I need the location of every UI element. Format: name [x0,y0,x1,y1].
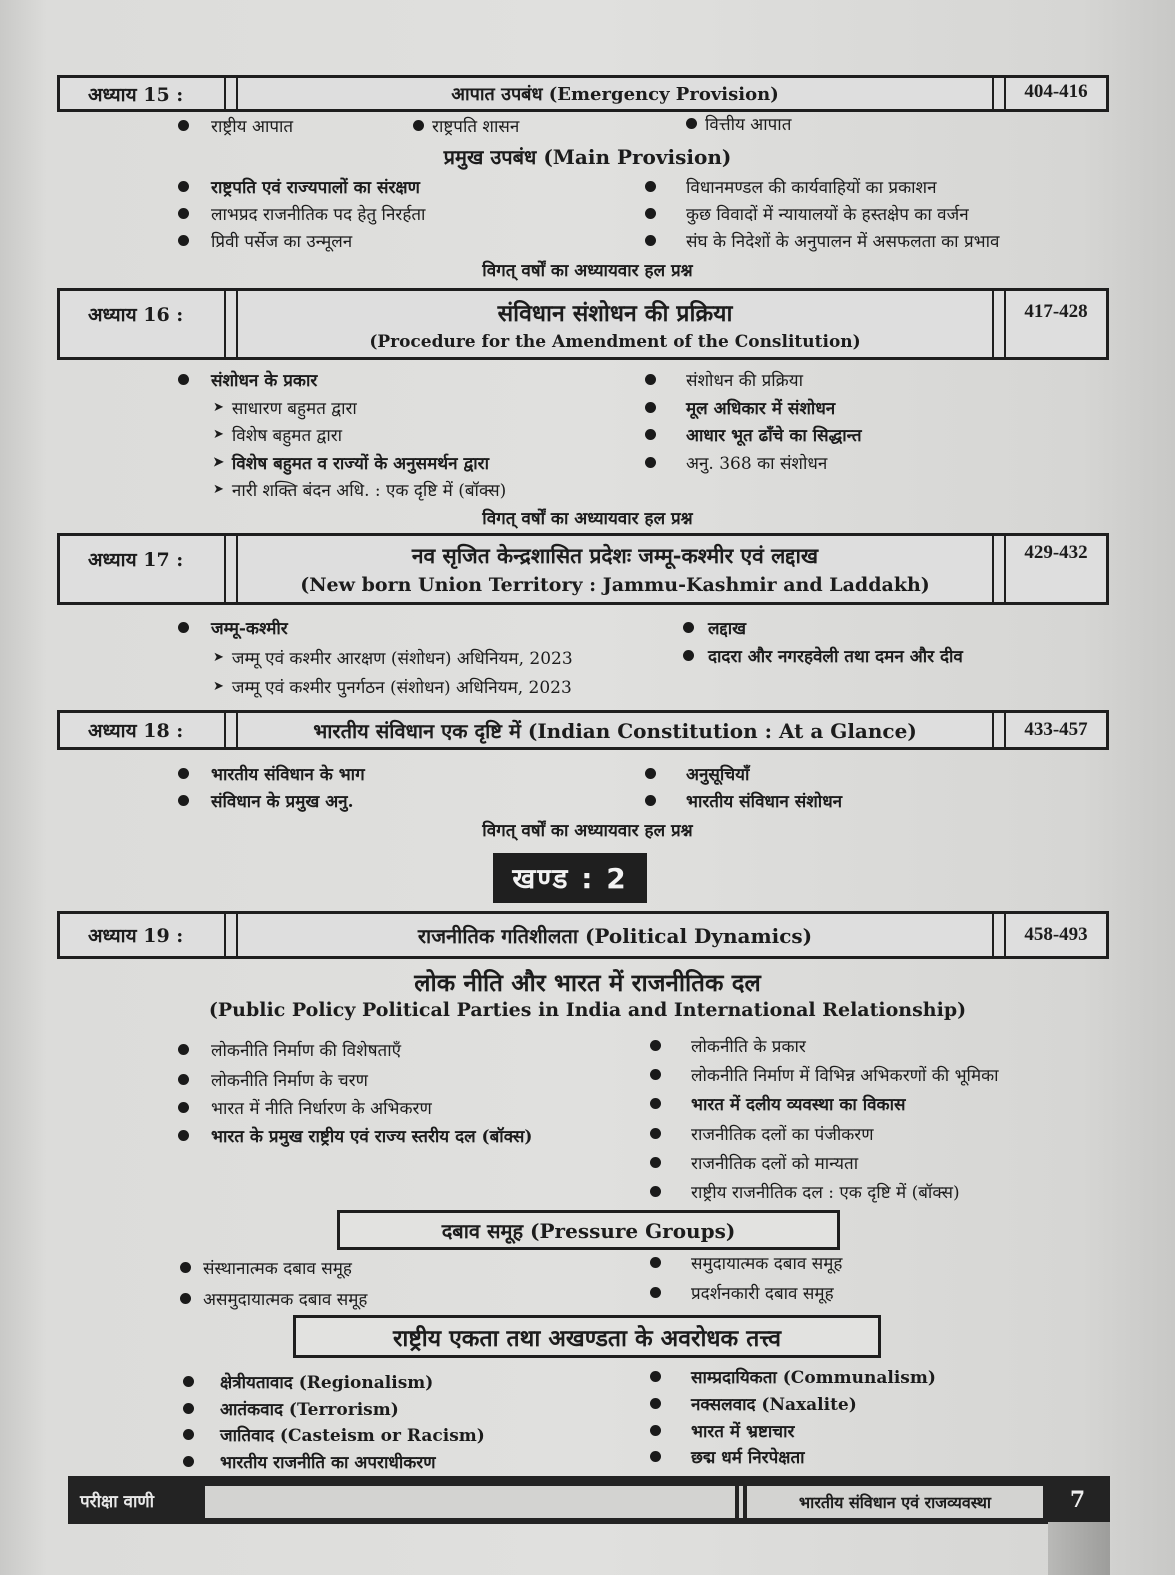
arrow-icon: ➤ [213,679,224,694]
chapter-number: अध्याय 15 : [60,78,226,109]
chapter-number: अध्याय 16 : [60,291,226,357]
list-item: वित्तीय आपात [686,112,791,135]
list-item: क्षेत्रीयतावाद (Regionalism) [183,1370,433,1393]
chapter-19-header [57,911,1109,959]
chapter-17-header [57,533,1109,605]
chapter-number: अध्याय 17 : [60,536,226,602]
list-item: प्रदर्शनकारी दबाव समूह [650,1281,834,1304]
bullet-icon [178,235,189,246]
list-item: प्रिवी पर्सेज का उन्मूलन [178,229,352,252]
bullet-icon [645,795,656,806]
bullet-icon [178,1074,189,1085]
list-item: भारतीय राजनीति का अपराधीकरण [183,1450,436,1473]
list-item: भारत में नीति निर्धारण के अभिकरण [178,1096,432,1119]
bullet-icon [178,1102,189,1113]
list-item: संशोधन की प्रक्रिया [645,368,803,391]
bullet-icon [650,1040,661,1051]
bullet-icon [183,1403,194,1414]
page-footer [68,1476,1110,1524]
solved-questions-link: विगत् वर्षों का अध्यायवार हल प्रश्न [482,509,693,529]
bullet-icon [650,1451,661,1462]
arrow-icon: ➤ [213,427,224,442]
list-item: राष्ट्रीय आपात [178,114,293,137]
list-item: राष्ट्रीय राजनीतिक दल : एक दृष्टि में (बॉक्स) [650,1180,960,1203]
arrow-icon: ➤ [213,455,224,470]
list-item: लोकनीति निर्माण के चरण [178,1068,368,1091]
arrow-icon: ➤ [213,400,224,415]
page-range: 458-493 [1024,924,1088,945]
book-title: भारतीय संविधान एवं राजव्यवस्था [745,1484,1045,1520]
bullet-icon [683,622,694,633]
chapter-subtitle: (Procedure for the Amendment of the Conslitution) [369,332,861,352]
bullet-icon [178,1130,189,1141]
bullet-icon [645,181,656,192]
publisher-name: परीक्षा वाणी [80,1491,155,1512]
national-unity-heading: राष्ट्रीय एकता तथा अखण्डता के अवरोधक तत्त्व [293,1315,881,1358]
page-range: 417-428 [1024,301,1088,322]
list-item: आतंकवाद (Terrorism) [183,1397,399,1420]
list-item: राजनीतिक दलों को मान्यता [650,1151,858,1174]
footer-divider [737,1484,745,1520]
bullet-icon [645,402,656,413]
sub-list-item: ➤ जम्मू एवं कश्मीर आरक्षण (संशोधन) अधिनियम, 2023 [213,649,573,669]
chapter-title: नव सृजित केन्द्रशासित प्रदेशः जम्मू-कश्मीर एवं लद्दाख [411,543,819,568]
list-item: आधार भूत ढाँचे का सिद्धान्त [645,423,862,446]
sub-list-item: ➤ नारी शक्ति बंदन अधि. : एक दृष्टि में (बॉक्स) [213,481,507,501]
list-item: असमुदायात्मक दबाव समूह [180,1287,367,1310]
page-number: 7 [1069,1487,1086,1513]
bullet-icon [645,457,656,468]
list-item: भारत में भ्रष्टाचार [650,1419,794,1442]
bullet-icon [183,1456,194,1467]
arrow-icon: ➤ [213,650,224,665]
chapter-title: राजनीतिक गतिशीलता (Political Dynamics) [417,923,813,948]
solved-questions-link: विगत् वर्षों का अध्यायवार हल प्रश्न [482,821,693,841]
section-badge: खण्ड : 2 [493,853,647,903]
list-item: राष्ट्रपति शासन [413,114,519,137]
bullet-icon [650,1398,661,1409]
bullet-icon [178,120,189,131]
chapter-subtitle: (New born Union Territory : Jammu-Kashmir and Laddakh) [300,574,930,596]
list-item: संघ के निदेशों के अनुपालन में असफलता का प्रभाव [645,229,999,252]
list-item: लद्दाख [683,616,746,639]
list-item: राष्ट्रपति एवं राज्यपालों का संरक्षण [178,175,420,198]
bullet-icon [650,1287,661,1298]
sub-list-item: ➤ साधारण बहुमत द्वारा [213,399,357,419]
chapter-number: अध्याय 19 : [60,914,226,956]
bullet-icon [178,1044,189,1055]
chapter-title: संविधान संशोधन की प्रक्रिया [497,300,733,327]
list-item: छद्म धर्म निरपेक्षता [650,1445,805,1468]
list-item: संविधान के प्रमुख अनु. [178,789,354,812]
list-item: विधानमण्डल की कार्यवाहियों का प्रकाशन [645,175,937,198]
list-item: नक्सलवाद (Naxalite) [650,1392,857,1415]
list-item: संशोधन के प्रकार [178,368,317,391]
sub-list-item: ➤ विशेष बहुमत व राज्यों के अनुसमर्थन द्वारा [213,454,490,474]
footer-band [203,1484,737,1520]
bullet-icon [650,1098,661,1109]
chapter-15-header [57,75,1109,112]
bullet-icon [180,1293,191,1304]
list-item: राजनीतिक दलों का पंजीकरण [650,1122,874,1145]
bullet-icon [180,1262,191,1273]
bullet-icon [645,429,656,440]
bullet-icon [645,208,656,219]
list-item: समुदायात्मक दबाव समूह [650,1251,842,1274]
list-item: भारतीय संविधान संशोधन [645,789,842,812]
bullet-icon [645,768,656,779]
bullet-icon [183,1429,194,1440]
bullet-icon [683,650,694,661]
bullet-icon [183,1376,194,1387]
chapter-title: आपात उपबंध (Emergency Provision) [451,83,779,105]
bullet-icon [686,118,697,129]
bullet-icon [178,622,189,633]
bullet-icon [645,235,656,246]
section-heading: लोक नीति और भारत में राजनीतिक दल [414,968,761,997]
arrow-icon: ➤ [213,482,224,497]
page-edge-shadow [1048,1522,1110,1575]
bullet-icon [178,768,189,779]
list-item: अनुसूचियाँ [645,762,749,785]
list-item: लोकनीति निर्माण की विशेषताएँ [178,1038,401,1061]
chapter-number: अध्याय 18 : [60,713,226,747]
bullet-icon [178,795,189,806]
bullet-icon [650,1425,661,1436]
list-item: मूल अधिकार में संशोधन [645,396,835,419]
chapter-title: भारतीय संविधान एक दृष्टि में (Indian Constitution : At a Glance) [313,718,917,743]
page-range: 433-457 [1024,719,1088,740]
chapter-16-header [57,288,1109,360]
pressure-groups-heading: दबाव समूह (Pressure Groups) [337,1210,840,1250]
list-item: अनु. 368 का संशोधन [645,451,827,474]
solved-questions-link: विगत् वर्षों का अध्यायवार हल प्रश्न [482,261,693,281]
bullet-icon [178,208,189,219]
bullet-icon [413,120,424,131]
section-heading: प्रमुख उपबंध (Main Provision) [443,145,732,169]
chapter-18-header [57,710,1109,750]
list-item: जम्मू-कश्मीर [178,616,288,639]
bullet-icon [178,374,189,385]
bullet-icon [650,1371,661,1382]
bullet-icon [178,181,189,192]
list-item: दादरा और नगरहवेली तथा दमन और दीव [683,644,963,667]
list-item: जातिवाद (Casteism or Racism) [183,1423,485,1446]
bullet-icon [650,1157,661,1168]
list-item: भारत में दलीय व्यवस्था का विकास [650,1092,906,1115]
bullet-icon [650,1069,661,1080]
page-range: 404-416 [1024,81,1088,102]
list-item: लाभप्रद राजनीतिक पद हेतु निरर्हता [178,202,425,225]
list-item: लोकनीति के प्रकार [650,1034,806,1057]
sub-list-item: ➤ विशेष बहुमत द्वारा [213,426,343,446]
list-item: कुछ विवादों में न्यायालयों के हस्तक्षेप का वर्जन [645,202,969,225]
list-item: भारत के प्रमुख राष्ट्रीय एवं राज्य स्तरीय दल (बॉक्स) [178,1124,532,1147]
section-subheading: (Public Policy Political Parties in India and International Relationship) [208,999,967,1021]
list-item: भारतीय संविधान के भाग [178,762,365,785]
bullet-icon [645,374,656,385]
page-range: 429-432 [1024,542,1088,563]
list-item: लोकनीति निर्माण में विभिन्न अभिकरणों की भूमिका [650,1063,999,1086]
bullet-icon [650,1186,661,1197]
bullet-icon [650,1257,661,1268]
sub-list-item: ➤ जम्मू एवं कश्मीर पुनर्गठन (संशोधन) अधिनियम, 2023 [213,678,572,698]
list-item: संस्थानात्मक दबाव समूह [180,1256,352,1279]
list-item: साम्प्रदायिकता (Communalism) [650,1365,936,1388]
bullet-icon [650,1128,661,1139]
